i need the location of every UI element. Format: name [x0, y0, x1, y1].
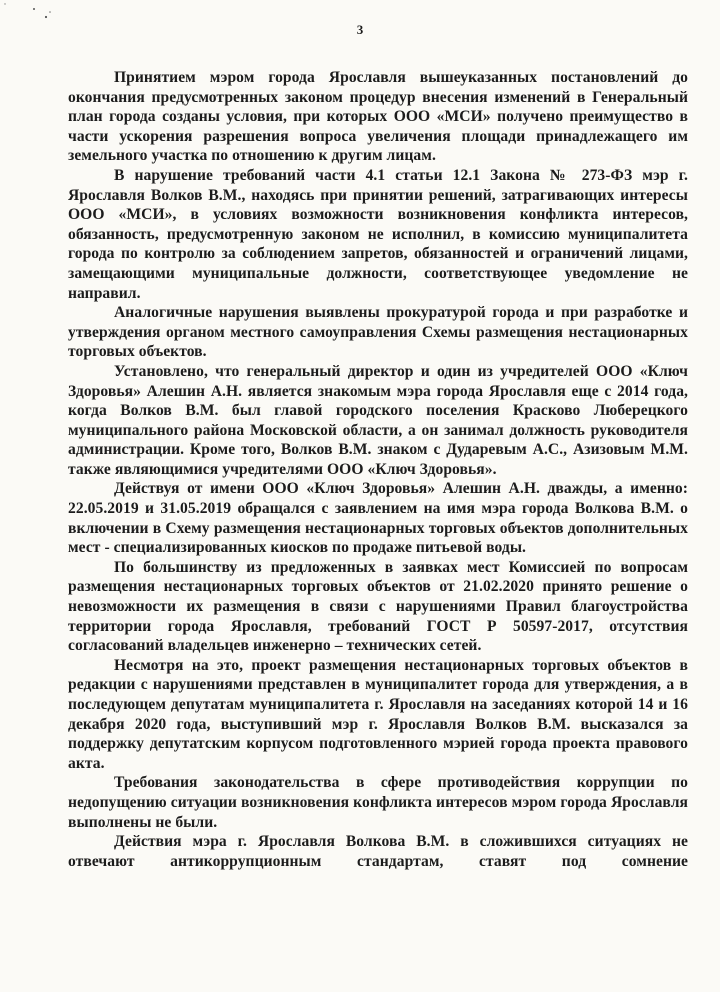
paragraph: По большинству из предложенных в заявках мест Комиссией по вопросам размещения нестационарных торговых объектов от 21.02.2020 принято решение о невозможности их размещения в связи с нарушениями Правил благоустройства территории города Ярославля, требований ГОСТ Р 50597-2017, отсутствия согласований владельцев инженерно – технических сетей. — [68, 558, 688, 655]
paragraph: Действуя от имени ООО «Ключ Здоровья» Алешин А.Н. дважды, а именно: 22.05.2019 и 31.05.2019 обращался с заявлением на имя мэра города Волкова В.М. о включении в Схему размещения нестационарных торговых объектов дополнительных мест - специализированных киосков по продаже питьевой воды. — [68, 480, 688, 557]
paragraph: Действия мэра г. Ярославля Волкова В.М. в сложившихся ситуациях не отвечают антикоррупционным стандартам, ставят под сомнение — [68, 833, 688, 870]
paragraph: Принятием мэром города Ярославля вышеуказанных постановлений до окончания предусмотренных законом процедур внесения изменений в Генеральный план города созданы условия, при которых ООО «МСИ» получено преимущество в части ускорения разрешения вопроса увеличения площади принадлежащего им земельного участка по отношению к другим лицам. — [68, 69, 688, 165]
paragraph: Аналогичные нарушения выявлены прокуратурой города и при разработке и утверждения органом местного самоуправления Схемы размещения нестационарных торговых объектов. — [68, 304, 688, 361]
page-number: 3 — [356, 22, 364, 37]
document-body — [68, 68, 688, 871]
paragraph: Требования законодательства в сфере противодействия коррупции по недопущению ситуации возникновения конфликта интересов мэром города Ярославля выполнены не были. — [68, 774, 688, 831]
paragraph: В нарушение требований части 4.1 статьи 12.1 Закона № 273-ФЗ мэр г. Ярославля Волков В.М., находясь при принятии решений, затрагивающих интересы ООО «МСИ», в условиях возможности возникновения конфликта интересов, обязанность, предусмотренную законом не исполнил, в комиссию муниципалитета города по контролю за соблюдением запретов, обязанностей и ограничений лицами, замещающими муниципальные должности, соответствующее уведомление не направил. — [68, 166, 688, 302]
paragraph: Установлено, что генеральный директор и один из учредителей ООО «Ключ Здоровья» Алешин А.Н. является знакомым мэра города Ярославля еще с 2014 года, когда Волков В.М. был главой городского поселения Красково Люберецкого муниципального района Московской области, а он занимал должность руководителя администрации. Кроме того, Волков В.М. знаком с Дударевым А.С., Азизовым М.М. также являющимися учредителями ООО «Ключ Здоровья». — [68, 362, 688, 478]
paragraph: Несмотря на это, проект размещения нестационарных торговых объектов в редакции с нарушениями представлен в муниципалитет города для утверждения, а в последующем депутатам муниципалитета г. Ярославля на заседаниях которой 14 и 16 декабря 2020 года, выступивший мэр г. Ярославля Волков В.М. высказался за поддержку депутатским корпусом подготовленного мэрией города проекта правового акта. — [68, 656, 688, 772]
